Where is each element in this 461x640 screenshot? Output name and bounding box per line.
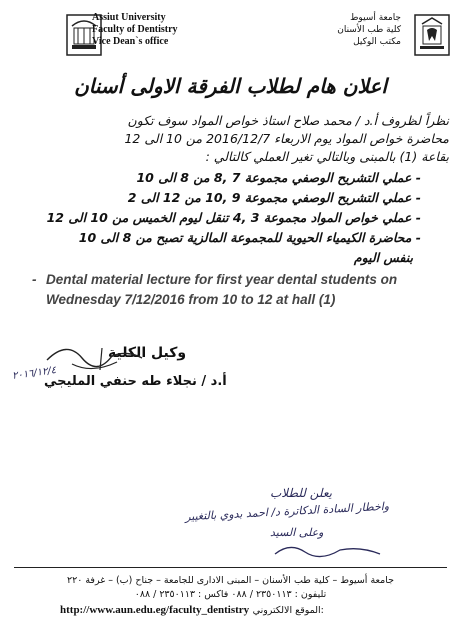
- header-ar-office: مكتب الوكيل: [353, 37, 401, 47]
- bullet-4-text: محاضرة الكيمياء الحيوية للمجموعة المالزية تصبح من 8 الى 10: [78, 230, 412, 245]
- handwritten-note-line-3: وعلى السيد: [270, 526, 324, 539]
- handwritten-initials: [270, 536, 390, 570]
- header-office: Vice Dean`s office: [92, 36, 169, 47]
- bullet-3: - عملي خواص المواد مجموعة 3 ,4 تنقل ليوم الخميس من 10 الى 12: [46, 210, 421, 225]
- intro-line-3: بقاعة (1) بالمبنى وبالتالي تغير العملي كالتالي :: [205, 149, 449, 164]
- header-university: Assiut University: [92, 12, 166, 23]
- bullet-1: - عملي التشريح الوصفي مجموعة 7 ,8 من 8 الى 10: [136, 170, 421, 185]
- footer-website-label: الموقع الالكتروني:: [252, 605, 324, 616]
- bullet-2-text: عملي التشريح الوصفي مجموعة 9 ,10 من 12 الى 2: [127, 190, 412, 205]
- intro-line-2: محاضرة خواص المواد يوم الاربعاء 2016/12/7 من 10 الى 12: [124, 131, 449, 146]
- arabic-header: [281, 12, 401, 48]
- signature-role: وكيل الكلية: [108, 345, 187, 361]
- header-ar-university: جامعة أسيوط: [350, 13, 401, 23]
- footer-address: جامعة أسيوط – كلية طب الأسنان – المبنى الادارى للجامعة – جناح (ب) – غرفة ٢٢٠: [67, 575, 394, 586]
- intro-line-1: نظراً لظروف أ.د / محمد صلاح استاذ خواص المواد سوف تكون: [127, 113, 449, 128]
- signature-name: أ.د / نجلاء طه حنفي المليجي: [44, 374, 227, 389]
- footer-website: [60, 603, 324, 616]
- english-header: [92, 12, 212, 48]
- announcement-title: اعلان هام لطلاب الفرقة الاولى أسنان: [74, 74, 387, 98]
- bullet-4: - محاضرة الكيمياء الحيوية للمجموعة المالزية تصبح من 8 الى 10: [78, 230, 421, 245]
- bullet-4-continued: بنفس اليوم: [353, 250, 413, 265]
- footer-website-url[interactable]: http://www.aun.edu.eg/faculty_dentistry: [60, 604, 250, 616]
- handwritten-date: ٢٠١٦/١٢/٤: [11, 364, 57, 383]
- header-ar-faculty: كلية طب الأسنان: [337, 25, 401, 35]
- handwritten-note-line-1: يعلن للطلاب: [270, 486, 332, 500]
- english-bullet-dash: -: [32, 272, 37, 287]
- header-faculty: Faculty of Dentistry: [92, 24, 178, 35]
- bullet-2: - عملي التشريح الوصفي مجموعة 9 ,10 من 12 الى 2: [127, 190, 421, 205]
- english-notice-text: Dental material lecture for first year dental students on Wednesday 7/12/2016 from 10 to 12 at hall (1): [46, 272, 398, 307]
- footer-divider: [14, 567, 447, 568]
- bullet-3-text: عملي خواص المواد مجموعة 3 ,4 تنقل ليوم الخميس من 10 الى 12: [46, 210, 412, 225]
- faculty-logo: [414, 14, 450, 56]
- english-notice: [32, 270, 441, 310]
- bullet-1-text: عملي التشريح الوصفي مجموعة 7 ,8 من 8 الى 10: [136, 170, 412, 185]
- handwritten-note-line-2: واخطار السادة الدكاترة د/ احمد بدوي بالتغيير: [184, 499, 390, 524]
- footer-phone: تليفون : ٢٣٥٠١١٣ / ٠٨٨ فاكس : ٢٣٥٠١١٣ / ٠٨٨: [134, 589, 327, 600]
